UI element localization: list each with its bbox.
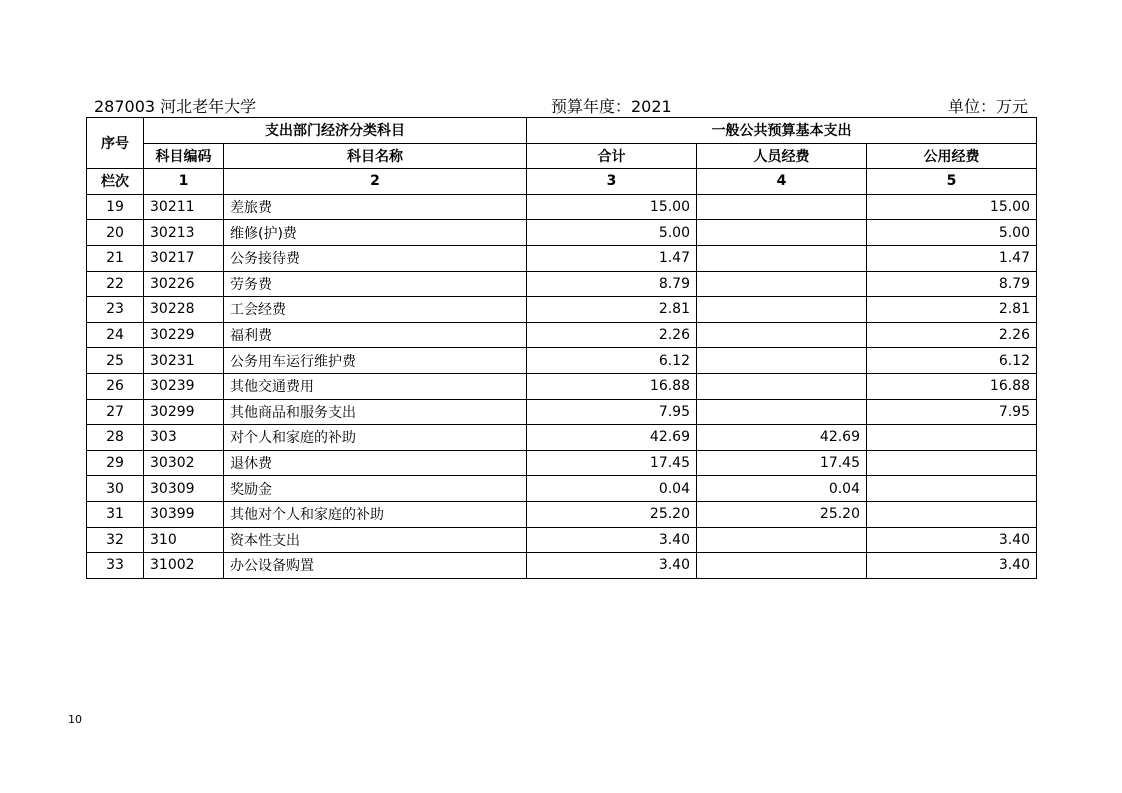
cell-code: 30211 (144, 194, 224, 220)
cell-public: 6.12 (867, 348, 1037, 374)
cell-code: 30229 (144, 322, 224, 348)
table-row (87, 271, 1037, 297)
cell-personnel (697, 527, 867, 553)
table-row (87, 348, 1037, 374)
cell-seq: 24 (87, 322, 144, 348)
page-number: 10 (68, 713, 82, 726)
cell-total: 15.00 (527, 194, 697, 220)
cell-seq: 32 (87, 527, 144, 553)
header-row-1 (87, 118, 1037, 144)
table-row (87, 399, 1037, 425)
header-category-group: 支出部门经济分类科目 (144, 118, 527, 144)
cell-personnel (697, 322, 867, 348)
header-name: 科目名称 (224, 143, 527, 169)
unit-label: 单位：万元 (947, 97, 1028, 116)
cell-total: 8.79 (527, 271, 697, 297)
cell-code: 310 (144, 527, 224, 553)
column-index: 2 (224, 169, 527, 195)
cell-personnel (697, 373, 867, 399)
header-public: 公用经费 (867, 143, 1037, 169)
cell-public: 15.00 (867, 194, 1037, 220)
cell-total: 25.20 (527, 501, 697, 527)
cell-seq: 29 (87, 450, 144, 476)
cell-name: 劳务费 (224, 271, 527, 297)
cell-total: 1.47 (527, 245, 697, 271)
cell-code: 30228 (144, 297, 224, 323)
cell-code: 30299 (144, 399, 224, 425)
cell-public: 8.79 (867, 271, 1037, 297)
cell-total: 17.45 (527, 450, 697, 476)
cell-total: 6.12 (527, 348, 697, 374)
cell-personnel: 42.69 (697, 425, 867, 451)
column-index-label: 栏次 (87, 169, 144, 195)
cell-code: 30217 (144, 245, 224, 271)
cell-public: 1.47 (867, 245, 1037, 271)
header-row-2 (87, 143, 1037, 169)
cell-personnel: 17.45 (697, 450, 867, 476)
cell-seq: 19 (87, 194, 144, 220)
cell-seq: 33 (87, 553, 144, 579)
cell-code: 303 (144, 425, 224, 451)
table-row (87, 527, 1037, 553)
cell-code: 30399 (144, 501, 224, 527)
cell-seq: 25 (87, 348, 144, 374)
cell-name: 福利费 (224, 322, 527, 348)
table-row (87, 501, 1037, 527)
cell-code: 30302 (144, 450, 224, 476)
cell-public: 3.40 (867, 553, 1037, 579)
header-seq: 序号 (87, 118, 144, 169)
cell-seq: 31 (87, 501, 144, 527)
cell-personnel: 0.04 (697, 476, 867, 502)
cell-total: 7.95 (527, 399, 697, 425)
cell-seq: 30 (87, 476, 144, 502)
cell-name: 其他对个人和家庭的补助 (224, 501, 527, 527)
cell-seq: 21 (87, 245, 144, 271)
cell-total: 2.81 (527, 297, 697, 323)
header-budget-group: 一般公共预算基本支出 (527, 118, 1037, 144)
cell-total: 42.69 (527, 425, 697, 451)
cell-personnel (697, 399, 867, 425)
cell-personnel (697, 220, 867, 246)
header-personnel: 人员经费 (697, 143, 867, 169)
cell-name: 差旅费 (224, 194, 527, 220)
cell-personnel (697, 271, 867, 297)
cell-code: 31002 (144, 553, 224, 579)
cell-name: 资本性支出 (224, 527, 527, 553)
cell-seq: 23 (87, 297, 144, 323)
cell-name: 奖励金 (224, 476, 527, 502)
cell-public: 2.81 (867, 297, 1037, 323)
cell-public: 7.95 (867, 399, 1037, 425)
table-row (87, 476, 1037, 502)
cell-name: 工会经费 (224, 297, 527, 323)
cell-seq: 26 (87, 373, 144, 399)
cell-total: 3.40 (527, 553, 697, 579)
cell-public: 16.88 (867, 373, 1037, 399)
cell-name: 对个人和家庭的补助 (224, 425, 527, 451)
cell-seq: 28 (87, 425, 144, 451)
cell-personnel (697, 297, 867, 323)
cell-public: 2.26 (867, 322, 1037, 348)
cell-personnel (697, 348, 867, 374)
column-index: 1 (144, 169, 224, 195)
cell-name: 办公设备购置 (224, 553, 527, 579)
cell-name: 维修(护)费 (224, 220, 527, 246)
cell-personnel (697, 194, 867, 220)
cell-seq: 22 (87, 271, 144, 297)
cell-public (867, 476, 1037, 502)
cell-total: 5.00 (527, 220, 697, 246)
column-index-row (87, 169, 1037, 195)
cell-public (867, 450, 1037, 476)
cell-code: 30226 (144, 271, 224, 297)
document-header (94, 94, 1028, 116)
table-row (87, 220, 1037, 246)
organization-label: 287003 河北老年大学 (94, 97, 257, 116)
cell-total: 2.26 (527, 322, 697, 348)
table-row (87, 553, 1037, 579)
cell-code: 30231 (144, 348, 224, 374)
table-row (87, 322, 1037, 348)
header-total: 合计 (527, 143, 697, 169)
cell-public (867, 501, 1037, 527)
table-row (87, 194, 1037, 220)
table-row (87, 297, 1037, 323)
cell-personnel (697, 245, 867, 271)
cell-public: 5.00 (867, 220, 1037, 246)
cell-total: 0.04 (527, 476, 697, 502)
cell-seq: 20 (87, 220, 144, 246)
cell-name: 公务接待费 (224, 245, 527, 271)
cell-personnel (697, 553, 867, 579)
column-index: 5 (867, 169, 1037, 195)
cell-code: 30309 (144, 476, 224, 502)
table-row (87, 245, 1037, 271)
cell-personnel: 25.20 (697, 501, 867, 527)
column-index: 3 (527, 169, 697, 195)
cell-seq: 27 (87, 399, 144, 425)
table-row (87, 425, 1037, 451)
cell-name: 其他交通费用 (224, 373, 527, 399)
budget-year-label: 预算年度：2021 (551, 97, 672, 116)
cell-code: 30239 (144, 373, 224, 399)
cell-public: 3.40 (867, 527, 1037, 553)
cell-total: 3.40 (527, 527, 697, 553)
budget-table (86, 117, 1037, 579)
cell-name: 公务用车运行维护费 (224, 348, 527, 374)
header-code: 科目编码 (144, 143, 224, 169)
table-row (87, 373, 1037, 399)
cell-name: 其他商品和服务支出 (224, 399, 527, 425)
cell-total: 16.88 (527, 373, 697, 399)
column-index: 4 (697, 169, 867, 195)
table-row (87, 450, 1037, 476)
cell-name: 退休费 (224, 450, 527, 476)
cell-public (867, 425, 1037, 451)
cell-code: 30213 (144, 220, 224, 246)
